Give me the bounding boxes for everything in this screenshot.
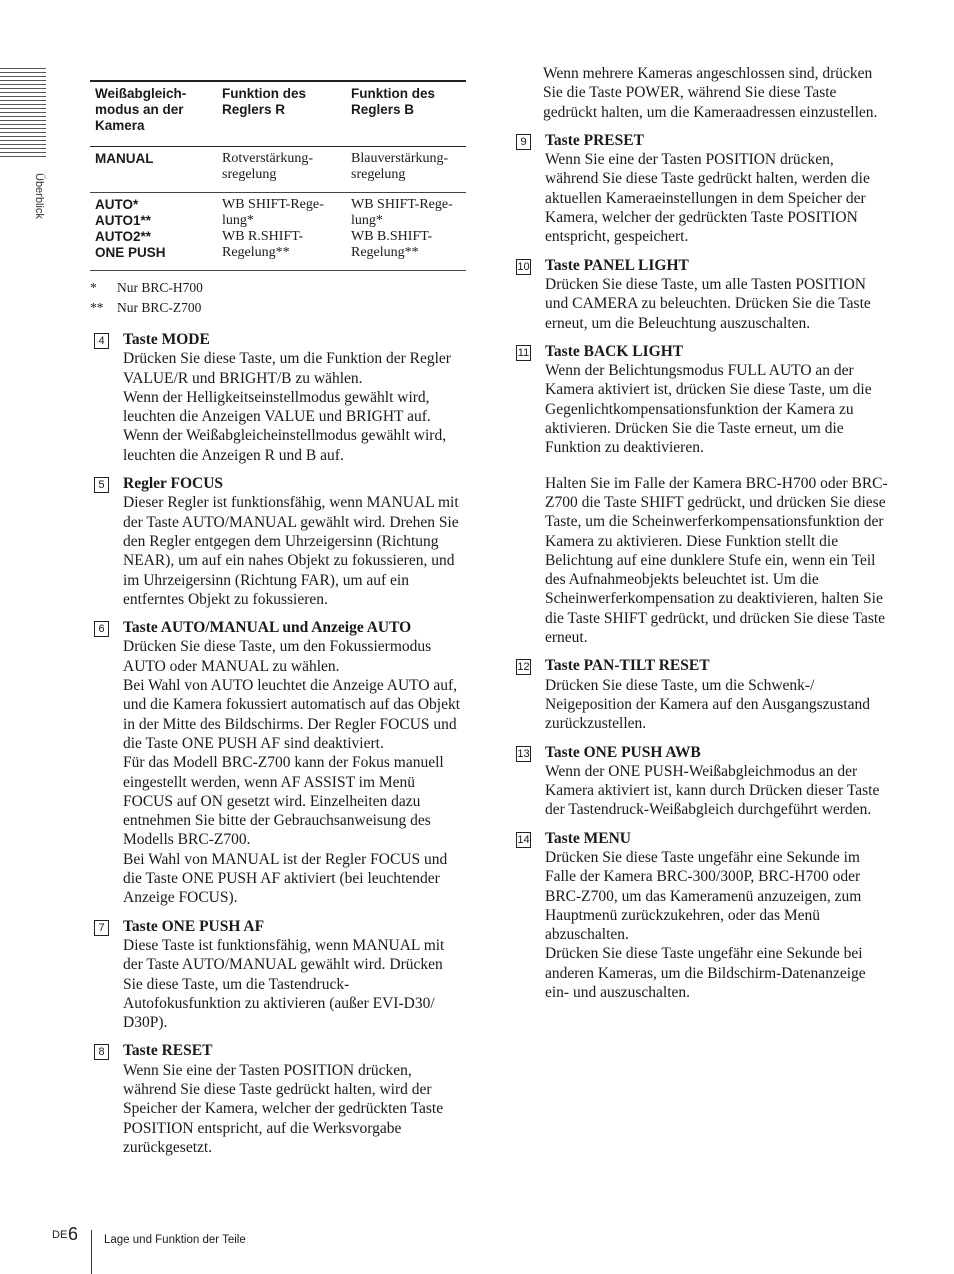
intro-text: Wenn mehrere Kameras angeschlossen sind, drücken Sie die Taste POWER, während Sie diese Taste gedrückt halten, um die Kameraadressen einzustellen. (543, 65, 878, 121)
table-cell: WB SHIFT-Rege- lung* WB B.SHIFT- Regelung** (351, 197, 453, 260)
list-item (90, 330, 466, 465)
list-item (512, 829, 888, 1003)
list-item (90, 474, 466, 609)
item-title: Taste PANEL LIGHT (545, 256, 689, 274)
left-item-list (90, 330, 466, 1157)
table-cell: WB SHIFT-Rege- lung* WB R.SHIFT- Regelung** (222, 197, 324, 260)
item-number-badge: 11 (517, 346, 530, 359)
table-row (90, 193, 466, 271)
item-text: Wenn der ONE PUSH-Weißabgleichmodus an der Kamera aktiviert ist, kann durch Drücken dieser Taste der Tastendruck-Weißabgleich durchgeführt werden. (545, 762, 880, 819)
table-cell: Rotverstärkung- sregelung (222, 151, 313, 182)
item-number-badge: 4 (94, 333, 109, 349)
item-text: Drücken Sie diese Taste, um die Schwenk-/ Neigeposition der Kamera auf den Ausgangszustand zurückzustellen. (545, 676, 870, 733)
table-header-row (90, 81, 466, 147)
footer-divider (91, 1230, 92, 1274)
side-tab-stripes (0, 68, 46, 158)
table-footnotes (90, 278, 466, 318)
table-row (90, 147, 466, 193)
footer-section-title: Lage und Funktion der Teile (104, 1234, 246, 1246)
list-item (90, 1041, 466, 1157)
list-item (512, 342, 888, 647)
item-text: Bei Wahl von AUTO leuchtet die Anzeige AUTO auf, und die Kamera fokussiert automatisch auf das Objekt in der Mitte des Bildschirms. Der Regler FOCUS und die Taste ONE PUSH AF sind deaktiviert. (123, 677, 461, 752)
item-text: Wenn der Helligkeitseinstellmodus gewählt wird, leuchten die Anzeigen VALUE und BRIGHT auf. (123, 388, 431, 426)
item-title: Taste ONE PUSH AF (123, 917, 265, 935)
table-header-cell: Funktion des Reglers B (351, 86, 435, 117)
item-number-badge: 9 (516, 134, 531, 150)
footer-language: DE (52, 1229, 68, 1241)
item-text: Wenn Sie eine der Tasten POSITION drücken, während Sie diese Taste gedrückt halten, wird der Speicher der Kamera, welcher der gedrückten Taste POSITION entspricht, auf die Werksvorgabe zurückgesetzt. (123, 1061, 444, 1156)
list-item (90, 917, 466, 1033)
right-item-list (512, 131, 888, 1002)
table-cell: AUTO* AUTO1** AUTO2** ONE PUSH (95, 197, 166, 260)
item-title: Regler FOCUS (123, 475, 224, 493)
list-item (512, 131, 888, 247)
item-text: Drücken Sie diese Taste ungefähr eine Sekunde bei anderen Kameras, um die Bildschirm-Datenanzeige ein- und auszuschalten. (545, 945, 866, 1002)
item-text: Drücken Sie diese Taste, um alle Tasten POSITION und CAMERA zu beleuchten. Drücken Sie die Taste erneut, um die Beleuchtung auszuschalten. (545, 275, 871, 332)
item-text: Wenn der Weißabgleicheinstellmodus gewählt wird, leuchten die Anzeigen R und B auf. (123, 427, 447, 464)
item-number-badge: 14 (517, 833, 530, 846)
item-number-badge: 12 (517, 661, 530, 674)
item-text: Drücken Sie diese Taste, um den Fokussiermodus AUTO oder MANUAL zu wählen. (123, 638, 432, 675)
item-title: Taste AUTO/MANUAL und Anzeige AUTO (123, 619, 412, 637)
item-text: Halten Sie im Falle der Kamera BRC-H700 oder BRC-Z700 die Taste SHIFT gedrückt, und drücken Sie diese Taste, um die Scheinwerferkompensationsfunktion der Kamera zu aktivieren. Diese Funktion stellt die Belichtung auf eine dunklere Stufe ein, wenn ein Teil des Aufnahmeobjekts beleuchtet ist. Um die Scheinwerferkompensation zu deaktivieren, halten Sie die Taste SHIFT gedrückt, und drücken Sie diese Taste erneut. (545, 474, 888, 647)
white-balance-table (90, 80, 466, 271)
item-title: Taste PRESET (545, 131, 644, 149)
item-number-badge: 7 (94, 920, 109, 936)
paragraph-gap (545, 458, 888, 474)
footer-page-number: 6 (68, 1224, 79, 1244)
item-number-badge: 6 (94, 621, 109, 637)
list-item (90, 618, 466, 907)
item-text: Dieser Regler ist funktionsfähig, wenn MANUAL mit der Taste AUTO/MANUAL gewählt wird. Drehen Sie den Regler entgegen dem Uhrzeigersinn (Richtung NEAR), um auf ein nahes Objekt zu fokussieren, und im Uhrzeigersinn (Richtung FAR), um auf ein entferntes Objekt zu fokussieren. (123, 494, 459, 608)
left-column (90, 80, 466, 1166)
item-text: Wenn Sie eine der Tasten POSITION drücken, während Sie diese Taste gedrückt halten, werden die aktuellen Kameraeinstellungen in dem Speicher der Kamera, welcher der gedrückten Taste POSITION entspricht, gespeichert. (545, 151, 870, 246)
item-title: Taste MODE (123, 331, 210, 348)
list-item (512, 743, 888, 820)
intro-paragraph (512, 64, 888, 122)
item-number-badge: 8 (94, 1044, 109, 1060)
item-title: Taste ONE PUSH AWB (545, 743, 701, 761)
item-text: Drücken Sie diese Taste ungefähr eine Sekunde im Falle der Kamera BRC-300/300P, BRC-H700 oder BRC-Z700, um das Kameramenü anzuzeigen, zum Hauptmenü zurückzukehren, oder das Menü abzuschalten. (545, 848, 862, 944)
item-text: Für das Modell BRC-Z700 kann der Fokus manuell eingestellt werden, wenn AF ASSIST im Menü FOCUS auf ON gesetzt wird. Einzelheiten dazu entnehmen Sie bitte der Gebrauchsanweisung des Modells BRC-Z700. (123, 754, 444, 849)
item-text: Wenn der Belichtungsmodus FULL AUTO an der Kamera aktiviert ist, drücken Sie diese Taste, um die Gegenlichtkompensationsfunktion der Kamera zu aktivieren. Drücken Sie die Taste erneut, um die Funktion zu deaktivieren. (545, 362, 872, 457)
item-title: Taste MENU (545, 829, 631, 847)
item-text: Drücken Sie diese Taste, um die Funktion der Regler VALUE/R und BRIGHT/B zu wählen. (123, 350, 451, 387)
item-title: Taste PAN-TILT RESET (545, 657, 710, 675)
footnote: ** Nur BRC-Z700 (90, 300, 202, 315)
list-item (512, 256, 888, 333)
list-item (512, 656, 888, 733)
footnote: * Nur BRC-H700 (90, 280, 203, 295)
item-number-badge: 10 (517, 260, 530, 273)
table-header-cell: Funktion des Reglers R (222, 86, 306, 117)
item-number-badge: 5 (94, 477, 109, 493)
side-tab-label: Überblick (33, 173, 45, 219)
item-number-badge: 13 (517, 747, 530, 760)
table-cell: MANUAL (95, 151, 154, 166)
table-header-cell: Weißabgleich- modus an der Kamera (95, 86, 187, 133)
right-column (512, 64, 888, 1011)
item-text: Diese Taste ist funktionsfähig, wenn MANUAL mit der Taste AUTO/MANUAL gewählt wird. Drücken Sie diese Taste, um die Tastendruck-Autofokusfunktion zu aktivieren (außer EVI-D30/ D30P). (123, 936, 445, 1032)
table-cell: Blauverstärkung- sregelung (351, 151, 449, 182)
item-title: Taste BACK LIGHT (545, 342, 684, 360)
item-title: Taste RESET (123, 1042, 213, 1060)
item-text: Bei Wahl von MANUAL ist der Regler FOCUS und die Taste ONE PUSH AF aktiviert (bei leuchtender Anzeige FOCUS). (123, 850, 448, 907)
